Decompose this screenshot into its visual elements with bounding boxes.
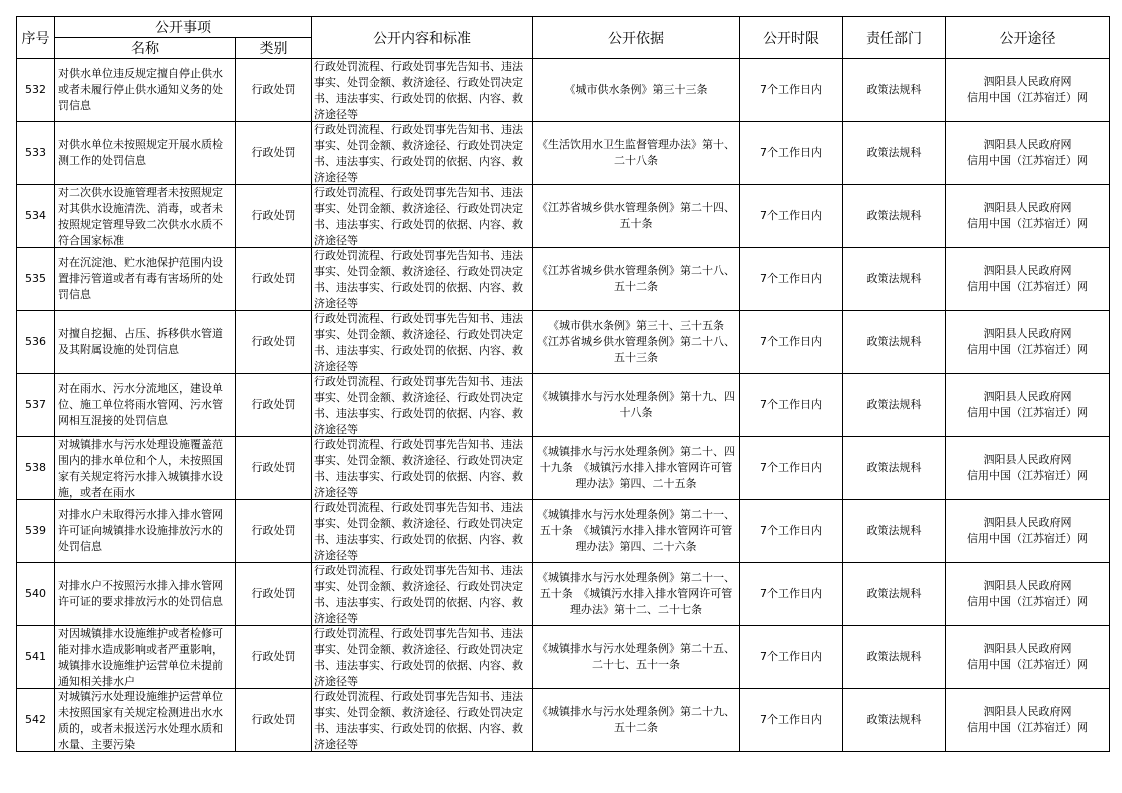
row-number: 535 [17, 248, 55, 311]
table-row [17, 185, 1110, 248]
item-limit: 7个工作日内 [740, 311, 843, 374]
row-number: 533 [17, 122, 55, 185]
item-content: 行政处罚流程、行政处罚事先告知书、违法事实、处罚金额、救济途径、行政处罚决定书、违法事实、行政处罚的依据、内容、救济途径等 [312, 248, 533, 311]
item-dept: 政策法规科 [843, 500, 946, 563]
item-name: 对城镇污水处理设施维护运营单位未按照国家有关规定检测进出水水质的，或者未报送污水处理水质和水量、主要污染 [55, 689, 236, 752]
item-basis: 《城镇排水与污水处理条例》第二十五、二十七、五十一条 [533, 626, 740, 689]
item-channel [946, 185, 1110, 248]
item-basis: 《城市供水条例》第三十三条 [533, 59, 740, 122]
header-basis: 公开依据 [533, 17, 740, 59]
item-channel [946, 59, 1110, 122]
table-row [17, 500, 1110, 563]
item-content: 行政处罚流程、行政处罚事先告知书、违法事实、处罚金额、救济途径、行政处罚决定书、违法事实、行政处罚的依据、内容、救济途径等 [312, 185, 533, 248]
item-category: 行政处罚 [236, 500, 312, 563]
header-category: 类别 [236, 38, 312, 59]
item-content: 行政处罚流程、行政处罚事先告知书、违法事实、处罚金额、救济途径、行政处罚决定书、违法事实、行政处罚的依据、内容、救济途径等 [312, 59, 533, 122]
item-dept: 政策法规科 [843, 437, 946, 500]
item-basis: 《城镇排水与污水处理条例》第二十、四十九条 《城镇污水排入排水管网许可管理办法》第四、二十五条 [533, 437, 740, 500]
channel-credit-site: 信用中国（江苏宿迁）网 [967, 280, 1088, 293]
item-basis: 《城镇排水与污水处理条例》第二十九、五十二条 [533, 689, 740, 752]
item-content: 行政处罚流程、行政处罚事先告知书、违法事实、处罚金额、救济途径、行政处罚决定书、违法事实、行政处罚的依据、内容、救济途径等 [312, 563, 533, 626]
row-number: 532 [17, 59, 55, 122]
row-number: 534 [17, 185, 55, 248]
item-name: 对排水户未取得污水排入排水管网许可证向城镇排水设施排放污水的处罚信息 [55, 500, 236, 563]
item-dept: 政策法规科 [843, 59, 946, 122]
header-channel: 公开途径 [946, 17, 1110, 59]
item-name: 对擅自挖掘、占压、拆移供水管道及其附属设施的处罚信息 [55, 311, 236, 374]
item-category: 行政处罚 [236, 374, 312, 437]
table-row [17, 248, 1110, 311]
item-content: 行政处罚流程、行政处罚事先告知书、违法事实、处罚金额、救济途径、行政处罚决定书、违法事实、行政处罚的依据、内容、救济途径等 [312, 626, 533, 689]
item-dept: 政策法规科 [843, 626, 946, 689]
item-basis: 《江苏省城乡供水管理条例》第二十四、五十条 [533, 185, 740, 248]
header-row-top [17, 17, 1110, 38]
table-row [17, 689, 1110, 752]
table-row [17, 311, 1110, 374]
item-content: 行政处罚流程、行政处罚事先告知书、违法事实、处罚金额、救济途径、行政处罚决定书、违法事实、行政处罚的依据、内容、救济途径等 [312, 437, 533, 500]
item-basis: 《生活饮用水卫生监督管理办法》第十、二十八条 [533, 122, 740, 185]
item-category: 行政处罚 [236, 59, 312, 122]
channel-gov-site: 泗阳县人民政府网 [983, 705, 1072, 718]
disclosure-table [16, 16, 1110, 752]
item-limit: 7个工作日内 [740, 185, 843, 248]
item-basis: 《城镇排水与污水处理条例》第二十一、五十条 《城镇污水排入排水管网许可管理办法》第十二、二十七条 [533, 563, 740, 626]
item-category: 行政处罚 [236, 311, 312, 374]
item-limit: 7个工作日内 [740, 374, 843, 437]
channel-credit-site: 信用中国（江苏宿迁）网 [967, 469, 1088, 482]
item-limit: 7个工作日内 [740, 248, 843, 311]
item-name: 对排水户不按照污水排入排水管网许可证的要求排放污水的处罚信息 [55, 563, 236, 626]
item-channel [946, 311, 1110, 374]
item-channel [946, 689, 1110, 752]
header-name: 名称 [55, 38, 236, 59]
channel-gov-site: 泗阳县人民政府网 [983, 138, 1072, 151]
row-number: 542 [17, 689, 55, 752]
table-row [17, 122, 1110, 185]
item-content: 行政处罚流程、行政处罚事先告知书、违法事实、处罚金额、救济途径、行政处罚决定书、违法事实、行政处罚的依据、内容、救济途径等 [312, 374, 533, 437]
item-limit: 7个工作日内 [740, 122, 843, 185]
table-row [17, 563, 1110, 626]
item-limit: 7个工作日内 [740, 626, 843, 689]
item-category: 行政处罚 [236, 689, 312, 752]
item-basis: 《江苏省城乡供水管理条例》第二十八、五十二条 [533, 248, 740, 311]
item-channel [946, 374, 1110, 437]
channel-credit-site: 信用中国（江苏宿迁）网 [967, 217, 1088, 230]
channel-gov-site: 泗阳县人民政府网 [983, 327, 1072, 340]
item-content: 行政处罚流程、行政处罚事先告知书、违法事实、处罚金额、救济途径、行政处罚决定书、违法事实、行政处罚的依据、内容、救济途径等 [312, 500, 533, 563]
item-category: 行政处罚 [236, 626, 312, 689]
item-dept: 政策法规科 [843, 311, 946, 374]
channel-gov-site: 泗阳县人民政府网 [983, 642, 1072, 655]
channel-credit-site: 信用中国（江苏宿迁）网 [967, 595, 1088, 608]
item-dept: 政策法规科 [843, 248, 946, 311]
channel-gov-site: 泗阳县人民政府网 [983, 75, 1072, 88]
channel-credit-site: 信用中国（江苏宿迁）网 [967, 343, 1088, 356]
item-name: 对供水单位未按照规定开展水质检测工作的处罚信息 [55, 122, 236, 185]
item-basis: 《城镇排水与污水处理条例》第十九、四十八条 [533, 374, 740, 437]
item-name: 对在沉淀池、贮水池保护范围内设置排污管道或者有毒有害场所的处罚信息 [55, 248, 236, 311]
item-channel [946, 248, 1110, 311]
channel-gov-site: 泗阳县人民政府网 [983, 390, 1072, 403]
row-number: 540 [17, 563, 55, 626]
channel-credit-site: 信用中国（江苏宿迁）网 [967, 154, 1088, 167]
item-category: 行政处罚 [236, 122, 312, 185]
item-limit: 7个工作日内 [740, 500, 843, 563]
row-number: 538 [17, 437, 55, 500]
item-category: 行政处罚 [236, 185, 312, 248]
channel-credit-site: 信用中国（江苏宿迁）网 [967, 532, 1088, 545]
channel-credit-site: 信用中国（江苏宿迁）网 [967, 658, 1088, 671]
table-row [17, 374, 1110, 437]
channel-credit-site: 信用中国（江苏宿迁）网 [967, 91, 1088, 104]
table-row [17, 626, 1110, 689]
item-limit: 7个工作日内 [740, 437, 843, 500]
item-channel [946, 437, 1110, 500]
channel-gov-site: 泗阳县人民政府网 [983, 579, 1072, 592]
item-limit: 7个工作日内 [740, 689, 843, 752]
channel-credit-site: 信用中国（江苏宿迁）网 [967, 721, 1088, 734]
item-name: 对城镇排水与污水处理设施覆盖范围内的排水单位和个人，未按照国家有关规定将污水排入城镇排水设施，或者在雨水 [55, 437, 236, 500]
item-content: 行政处罚流程、行政处罚事先告知书、违法事实、处罚金额、救济途径、行政处罚决定书、违法事实、行政处罚的依据、内容、救济途径等 [312, 122, 533, 185]
header-content: 公开内容和标准 [312, 17, 533, 59]
channel-credit-site: 信用中国（江苏宿迁）网 [967, 406, 1088, 419]
item-dept: 政策法规科 [843, 122, 946, 185]
row-number: 536 [17, 311, 55, 374]
channel-gov-site: 泗阳县人民政府网 [983, 264, 1072, 277]
item-dept: 政策法规科 [843, 185, 946, 248]
item-dept: 政策法规科 [843, 563, 946, 626]
header-group: 公开事项 [55, 17, 312, 38]
header-seq: 序号 [17, 17, 55, 59]
table-row [17, 59, 1110, 122]
channel-gov-site: 泗阳县人民政府网 [983, 453, 1072, 466]
item-channel [946, 626, 1110, 689]
item-name: 对因城镇排水设施维护或者检修可能对排水造成影响或者严重影响，城镇排水设施维护运营单位未提前通知相关排水户 [55, 626, 236, 689]
item-dept: 政策法规科 [843, 374, 946, 437]
item-basis: 《城市供水条例》第三十、三十五条 《江苏省城乡供水管理条例》第二十八、五十三条 [533, 311, 740, 374]
table-row [17, 437, 1110, 500]
item-channel [946, 500, 1110, 563]
item-category: 行政处罚 [236, 248, 312, 311]
channel-gov-site: 泗阳县人民政府网 [983, 516, 1072, 529]
header-dept: 责任部门 [843, 17, 946, 59]
item-limit: 7个工作日内 [740, 59, 843, 122]
item-channel [946, 122, 1110, 185]
item-category: 行政处罚 [236, 437, 312, 500]
item-limit: 7个工作日内 [740, 563, 843, 626]
item-channel [946, 563, 1110, 626]
item-category: 行政处罚 [236, 563, 312, 626]
item-basis: 《城镇排水与污水处理条例》第二十一、五十条 《城镇污水排入排水管网许可管理办法》第四、二十六条 [533, 500, 740, 563]
item-name: 对二次供水设施管理者未按照规定对其供水设施清洗、消毒，或者未按照规定管理导致二次供水水质不符合国家标准 [55, 185, 236, 248]
row-number: 541 [17, 626, 55, 689]
item-content: 行政处罚流程、行政处罚事先告知书、违法事实、处罚金额、救济途径、行政处罚决定书、违法事实、行政处罚的依据、内容、救济途径等 [312, 689, 533, 752]
item-dept: 政策法规科 [843, 689, 946, 752]
channel-gov-site: 泗阳县人民政府网 [983, 201, 1072, 214]
item-name: 对供水单位违反规定擅自停止供水或者未履行停止供水通知义务的处罚信息 [55, 59, 236, 122]
item-content: 行政处罚流程、行政处罚事先告知书、违法事实、处罚金额、救济途径、行政处罚决定书、违法事实、行政处罚的依据、内容、救济途径等 [312, 311, 533, 374]
row-number: 537 [17, 374, 55, 437]
header-limit: 公开时限 [740, 17, 843, 59]
item-name: 对在雨水、污水分流地区，建设单位、施工单位将雨水管网、污水管网相互混接的处罚信息 [55, 374, 236, 437]
row-number: 539 [17, 500, 55, 563]
